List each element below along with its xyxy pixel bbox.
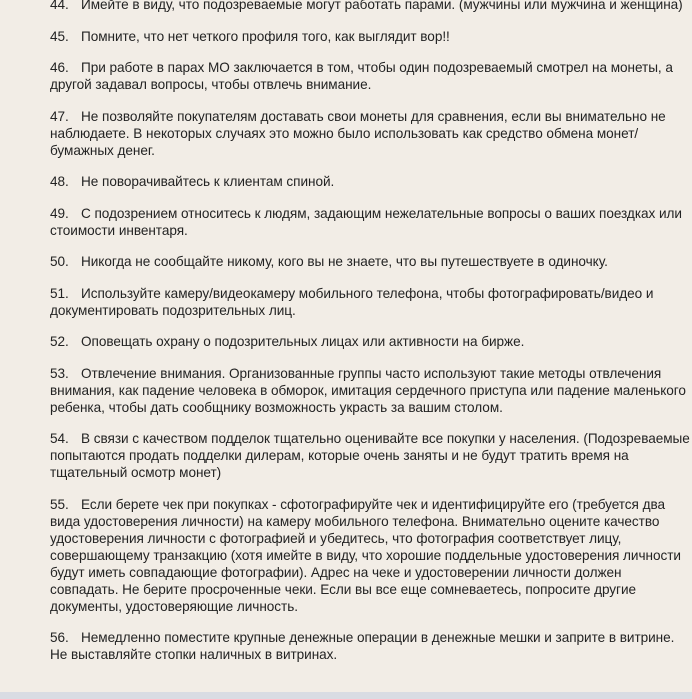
item-number: 55. <box>50 496 69 512</box>
item-number: 54. <box>50 431 69 446</box>
item-number: 47. <box>50 108 69 124</box>
item-text: Не поворачивайтесь к клиентам спиной. <box>81 174 335 189</box>
item-number: 56. <box>50 630 69 645</box>
item-text: Имейте в виду, что подозреваемые могут работать парами. (мужчины или мужчина и женщина) <box>81 0 683 12</box>
item-text: Оповещать охрану о подозрительных лицах или активности на бирже. <box>81 334 525 349</box>
list-item <box>50 430 690 481</box>
item-text: Отвлечение внимания. Организованные группы часто используют такие методы отвлечения внимания, как падение человека в обморок, имитация сердечного приступа или падение маленького ребенка, чтобы дать сообщнику возможность украсть за вашим столом. <box>50 365 686 415</box>
list-item <box>50 629 690 663</box>
item-text: Не позволяйте покупателям доставать свои монеты для сравнения, если вы внимательно не наблюдаете. В некоторых случаях это можно было использовать как средство обмена монет/бумажных денег. <box>50 108 666 158</box>
list-item <box>50 333 690 350</box>
item-number: 53. <box>50 365 69 381</box>
list-item <box>50 205 690 239</box>
list-item <box>50 253 690 270</box>
item-text: С подозрением относитесь к людям, задающим нежелательные вопросы о ваших поездках или стоимости инвентаря. <box>50 205 682 238</box>
list-item <box>50 496 690 615</box>
item-text: Используйте камеру/видеокамеру мобильного телефона, чтобы фотографировать/видео и документировать подозрительных лиц. <box>50 285 654 318</box>
item-number: 52. <box>50 334 69 349</box>
item-number: 44. <box>50 0 69 12</box>
page-bottom-edge <box>0 692 692 699</box>
item-text: Помните, что нет четкого профиля того, как выглядит вор!! <box>81 28 450 44</box>
list-item <box>50 285 690 319</box>
list-item <box>50 0 690 13</box>
item-number: 50. <box>50 254 69 269</box>
list-item <box>50 365 690 416</box>
list-item <box>50 173 690 190</box>
item-text: Если берете чек при покупках - сфотографируйте чек и идентифицируйте его (требуется два вида удостоверения личности) на камеру мобильного телефона. Внимательно оцените качество удостоверения личности с фотографией и убедитесь, что фотография соответствует лицу, совершающему транзакцию (хотя имейте в виду, что хорошие поддельные удостоверения личности будут иметь совпадающие фотографии). Адрес на чеке и удостоверении личности должен совпадать. Не берите просроченные чеки. Если вы все еще сомневаетесь, попросите другие документы, удостоверяющие личность. <box>50 496 681 614</box>
item-number: 49. <box>50 205 69 221</box>
item-number: 48. <box>50 174 69 189</box>
item-text: При работе в парах МО заключается в том, чтобы один подозреваемый смотрел на монеты, а другой задавал вопросы, чтобы отвлечь внимание. <box>50 60 673 92</box>
list-item <box>50 59 690 93</box>
item-number: 51. <box>50 285 69 301</box>
item-text: Немедленно поместите крупные денежные операции в денежные мешки и заприте в витрине. Не выставляйте стопки наличных в витринах. <box>50 630 675 662</box>
list-item <box>50 28 690 45</box>
item-number: 46. <box>50 60 69 75</box>
item-text: Никогда не сообщайте никому, кого вы не знаете, что вы путешествуете в одиночку. <box>81 254 608 269</box>
item-text: В связи с качеством подделок тщательно оценивайте все покупки у населения. (Подозреваемые попытаются продать подделки дилерам, которые очень заняты и не будут тратить время на тщательный осмотр монет) <box>50 431 690 480</box>
security-tips-list <box>50 0 690 678</box>
item-number: 45. <box>50 28 69 44</box>
list-item <box>50 108 690 159</box>
